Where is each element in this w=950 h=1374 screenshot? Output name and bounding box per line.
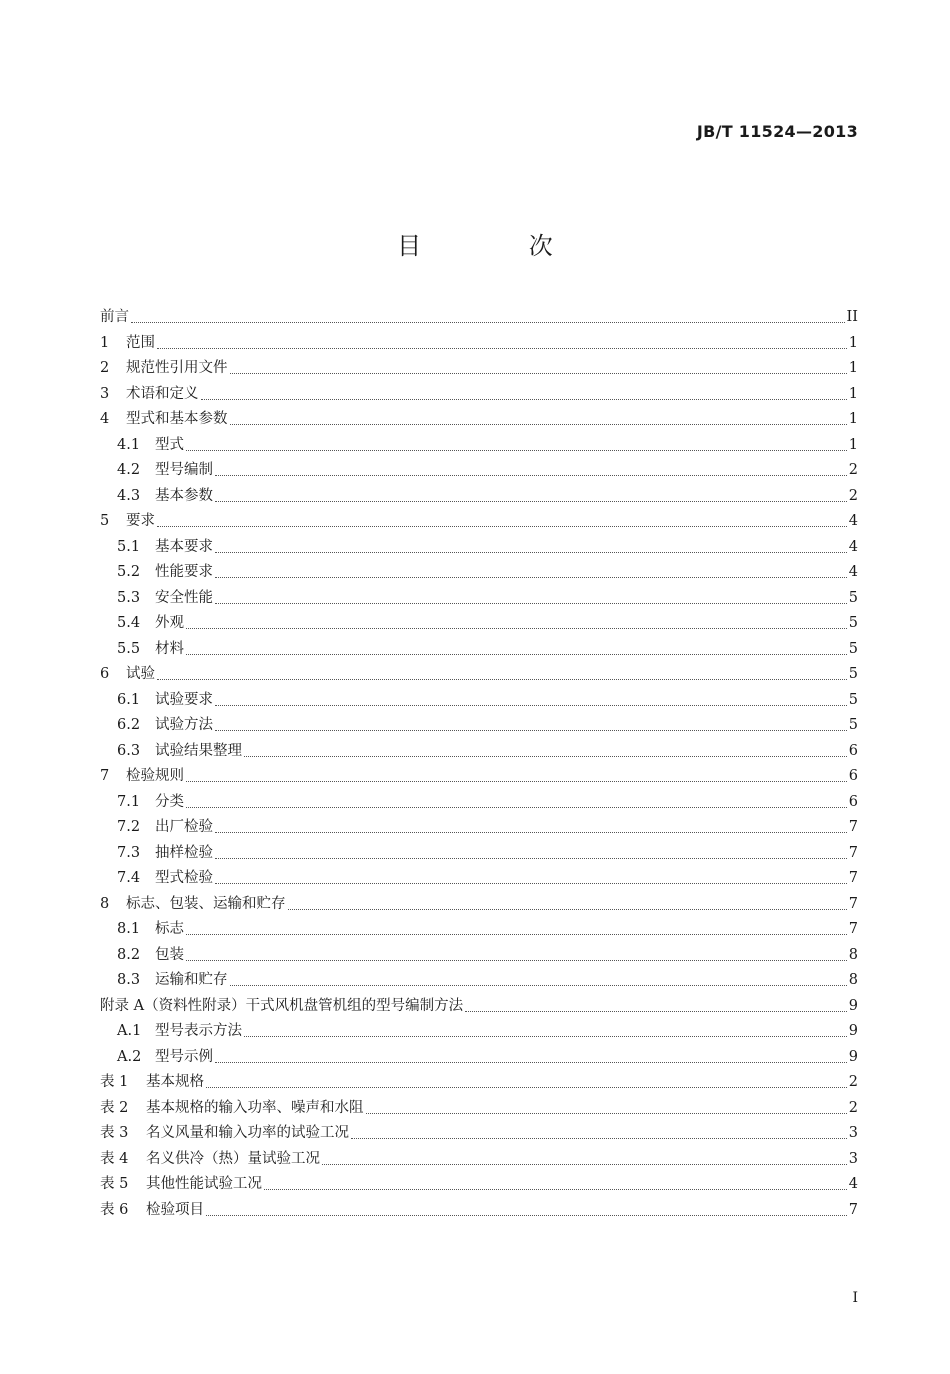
toc-entry[interactable] bbox=[100, 892, 858, 918]
toc-leader-dots bbox=[157, 526, 847, 527]
toc-entry-page: 5 bbox=[848, 666, 858, 682]
toc-entry[interactable] bbox=[100, 841, 858, 867]
toc-entry[interactable] bbox=[100, 917, 858, 943]
toc-entry-title: 型号表示方法 bbox=[155, 1023, 242, 1039]
toc-entry-number: A.1 bbox=[117, 1023, 142, 1039]
toc-leader-dots bbox=[244, 1036, 847, 1037]
toc-entry[interactable] bbox=[100, 688, 858, 714]
toc-entry-page: 5 bbox=[848, 640, 858, 657]
toc-entry[interactable] bbox=[100, 535, 858, 561]
toc-leader-dots bbox=[215, 858, 847, 859]
toc-leader-dots bbox=[244, 756, 847, 757]
toc-entry-number: 6.2 bbox=[117, 717, 141, 733]
toc-entry[interactable] bbox=[100, 1045, 858, 1071]
toc-entry[interactable] bbox=[100, 611, 858, 637]
toc-leader-dots bbox=[465, 1011, 847, 1012]
toc-entry-title: 试验方法 bbox=[155, 717, 213, 733]
toc-entry-title: 型式检验 bbox=[155, 870, 213, 886]
toc-entry-page: 7 bbox=[848, 895, 858, 912]
toc-leader-dots bbox=[215, 603, 847, 604]
toc-entry-number: A.2 bbox=[117, 1048, 142, 1065]
toc-entry[interactable] bbox=[100, 764, 858, 790]
page-number: I bbox=[852, 1290, 858, 1306]
toc-entry-page: 7 bbox=[848, 921, 858, 937]
toc-entry-title: 名义供冷（热）量试验工况 bbox=[146, 1150, 320, 1167]
toc-leader-dots bbox=[186, 450, 847, 451]
toc-entry-number: 5.3 bbox=[117, 589, 141, 606]
toc-entry[interactable] bbox=[100, 739, 858, 765]
toc-entry-page: 4 bbox=[848, 1176, 858, 1192]
toc-entry[interactable] bbox=[100, 968, 858, 994]
toc-entry[interactable] bbox=[100, 943, 858, 969]
toc-entry[interactable] bbox=[100, 790, 858, 816]
toc-entry-page: 2 bbox=[848, 487, 858, 504]
toc-leader-dots bbox=[215, 832, 847, 833]
toc-entry-number: 8 bbox=[100, 895, 110, 912]
toc-entry-page: 7 bbox=[848, 819, 858, 835]
toc-entry-number: 1 bbox=[100, 334, 110, 351]
toc-leader-dots bbox=[206, 1215, 847, 1216]
toc-entry[interactable] bbox=[100, 662, 858, 688]
toc-entry-page: 5 bbox=[848, 717, 858, 733]
toc-entry-page: 1 bbox=[848, 334, 858, 351]
toc-entry-number: 5.4 bbox=[117, 615, 141, 631]
toc-leader-dots bbox=[186, 781, 847, 782]
toc-entry[interactable] bbox=[100, 509, 858, 535]
toc-entry-page: 5 bbox=[848, 589, 858, 606]
toc-entry[interactable] bbox=[100, 586, 858, 612]
toc-leader-dots bbox=[215, 1062, 847, 1063]
toc-entry-title: 运输和贮存 bbox=[155, 972, 228, 988]
toc-entry-title: 型号示例 bbox=[155, 1048, 213, 1065]
toc-entry-title: 检验项目 bbox=[146, 1201, 204, 1218]
toc-entry-title: 标志、包装、运输和贮存 bbox=[126, 895, 286, 912]
toc-entry[interactable] bbox=[100, 560, 858, 586]
toc-entry-page: 7 bbox=[848, 870, 858, 886]
toc-entry-page: 6 bbox=[848, 768, 858, 784]
toc-entry-page: 2 bbox=[848, 462, 858, 478]
toc-entry-number: 8.3 bbox=[117, 972, 141, 988]
standard-code: JB/T 11524—2013 bbox=[696, 122, 858, 141]
toc-entry-number: 表 4 bbox=[100, 1150, 129, 1167]
toc-leader-dots bbox=[206, 1087, 847, 1088]
toc-entry-title: 分类 bbox=[155, 793, 184, 810]
toc-entry-number: 2 bbox=[100, 360, 110, 376]
toc-leader-dots bbox=[186, 628, 847, 629]
toc-leader-dots bbox=[186, 807, 847, 808]
toc-entry-number: 7 bbox=[100, 768, 110, 784]
toc-leader-dots bbox=[230, 373, 847, 374]
toc-entry-title: 规范性引用文件 bbox=[126, 360, 228, 376]
toc-entry-title: 材料 bbox=[155, 640, 184, 657]
toc-entry-title: 基本参数 bbox=[155, 487, 213, 504]
toc-entry-page: 1 bbox=[848, 436, 858, 453]
toc-entry-title: 外观 bbox=[155, 615, 184, 631]
toc-entry-title: 术语和定义 bbox=[126, 385, 199, 402]
toc-entry-page: 1 bbox=[848, 411, 858, 427]
toc-entry-page: 9 bbox=[848, 997, 858, 1014]
toc-entry[interactable] bbox=[100, 1019, 858, 1045]
toc-entry-number: 6 bbox=[100, 666, 110, 682]
toc-entry-number: 7.4 bbox=[117, 870, 141, 886]
toc-entry-page: 4 bbox=[848, 538, 858, 555]
toc-entry-title: 名义风量和输入功率的试验工况 bbox=[146, 1125, 349, 1141]
toc-entry-page: II bbox=[846, 309, 858, 325]
toc-entry-number: 5.1 bbox=[117, 538, 141, 555]
toc-entry-number: 5 bbox=[100, 513, 110, 529]
toc-entry-number: 表 1 bbox=[100, 1074, 129, 1090]
toc-leader-dots bbox=[186, 960, 847, 961]
page-title: 目 次 bbox=[397, 232, 603, 260]
toc-leader-dots bbox=[264, 1189, 847, 1190]
toc-entry[interactable] bbox=[100, 1121, 858, 1147]
toc-entry[interactable] bbox=[100, 356, 858, 382]
toc-entry-title: 型式 bbox=[155, 436, 184, 453]
toc-entry-number: 表 3 bbox=[100, 1125, 129, 1141]
table-of-contents bbox=[100, 305, 858, 1223]
toc-entry-page: 5 bbox=[848, 691, 858, 708]
toc-entry-title: 标志 bbox=[155, 921, 184, 937]
toc-entry-number: 5.2 bbox=[117, 564, 141, 580]
toc-leader-dots bbox=[322, 1164, 847, 1165]
toc-entry[interactable] bbox=[100, 713, 858, 739]
toc-leader-dots bbox=[157, 679, 847, 680]
toc-entry[interactable] bbox=[100, 331, 858, 357]
toc-entry-number: 7.2 bbox=[117, 819, 141, 835]
toc-entry[interactable] bbox=[100, 1096, 858, 1122]
toc-entry[interactable] bbox=[100, 407, 858, 433]
toc-entry-title: 试验要求 bbox=[155, 691, 213, 708]
toc-entry-page: 6 bbox=[848, 742, 858, 759]
toc-entry-title: 性能要求 bbox=[155, 564, 213, 580]
toc-entry-title: 包装 bbox=[155, 946, 184, 963]
toc-entry[interactable] bbox=[100, 866, 858, 892]
toc-leader-dots bbox=[215, 475, 847, 476]
toc-entry-title: 型号编制 bbox=[155, 462, 213, 478]
toc-entry-page: 4 bbox=[848, 513, 858, 529]
toc-entry-number: 5.5 bbox=[117, 640, 141, 657]
toc-entry[interactable] bbox=[100, 382, 858, 408]
toc-entry[interactable] bbox=[100, 637, 858, 663]
toc-entry-page: 9 bbox=[848, 1048, 858, 1065]
toc-entry-number: 4.2 bbox=[117, 462, 141, 478]
toc-entry-title: 范围 bbox=[126, 334, 155, 351]
toc-entry-title: 型式和基本参数 bbox=[126, 411, 228, 427]
toc-entry-title: 基本要求 bbox=[155, 538, 213, 555]
toc-entry-page: 2 bbox=[848, 1099, 858, 1116]
toc-entry-number: 7.3 bbox=[117, 844, 141, 861]
toc-entry-number: 表 6 bbox=[100, 1201, 129, 1218]
toc-entry-page: 7 bbox=[848, 1201, 858, 1218]
toc-entry[interactable] bbox=[100, 1198, 858, 1224]
toc-entry-title: 基本规格 bbox=[146, 1074, 204, 1090]
toc-entry[interactable] bbox=[100, 433, 858, 459]
toc-entry-title: 基本规格的输入功率、噪声和水阻 bbox=[146, 1099, 364, 1116]
toc-entry[interactable] bbox=[100, 305, 858, 331]
toc-entry[interactable] bbox=[100, 994, 858, 1020]
toc-entry-number: 3 bbox=[100, 385, 110, 402]
toc-entry-title: 试验结果整理 bbox=[155, 742, 242, 759]
toc-entry-title: 抽样检验 bbox=[155, 844, 213, 861]
toc-entry[interactable] bbox=[100, 1070, 858, 1096]
toc-leader-dots bbox=[215, 552, 847, 553]
toc-entry-number: 8.2 bbox=[117, 946, 141, 963]
toc-entry[interactable] bbox=[100, 484, 858, 510]
toc-entry-number: 表 2 bbox=[100, 1099, 129, 1116]
toc-entry-number: 4.1 bbox=[117, 436, 141, 453]
toc-leader-dots bbox=[215, 577, 847, 578]
toc-entry-title: 出厂检验 bbox=[155, 819, 213, 835]
toc-entry-page: 2 bbox=[848, 1074, 858, 1090]
toc-entry-page: 4 bbox=[848, 564, 858, 580]
toc-leader-dots bbox=[157, 348, 847, 349]
toc-entry-number: 4.3 bbox=[117, 487, 141, 504]
toc-leader-dots bbox=[131, 322, 845, 323]
toc-leader-dots bbox=[186, 654, 847, 655]
toc-entry-page: 5 bbox=[848, 615, 858, 631]
toc-entry-page: 8 bbox=[848, 946, 858, 963]
toc-leader-dots bbox=[215, 883, 847, 884]
toc-entry-title: 检验规则 bbox=[126, 768, 184, 784]
toc-entry-page: 6 bbox=[848, 793, 858, 810]
toc-entry-page: 3 bbox=[848, 1150, 858, 1167]
toc-entry-page: 1 bbox=[848, 360, 858, 376]
toc-leader-dots bbox=[186, 934, 847, 935]
toc-leader-dots bbox=[201, 399, 847, 400]
toc-leader-dots bbox=[230, 424, 847, 425]
toc-entry-number: 表 5 bbox=[100, 1176, 129, 1192]
toc-entry-number: 7.1 bbox=[117, 793, 141, 810]
toc-entry-page: 7 bbox=[848, 844, 858, 861]
toc-entry-number: 8.1 bbox=[117, 921, 141, 937]
toc-leader-dots bbox=[215, 501, 847, 502]
toc-entry-number: 6.3 bbox=[117, 742, 141, 759]
toc-entry-title: 要求 bbox=[126, 513, 155, 529]
toc-leader-dots bbox=[351, 1138, 847, 1139]
toc-entry[interactable] bbox=[100, 1147, 858, 1173]
toc-entry-page: 9 bbox=[848, 1023, 858, 1039]
toc-entry[interactable] bbox=[100, 815, 858, 841]
toc-entry-title: 附录 A（资料性附录）干式风机盘管机组的型号编制方法 bbox=[100, 997, 464, 1014]
toc-entry-title: 安全性能 bbox=[155, 589, 213, 606]
toc-entry-number: 6.1 bbox=[117, 691, 141, 708]
toc-leader-dots bbox=[215, 705, 847, 706]
toc-entry-title: 其他性能试验工况 bbox=[146, 1176, 262, 1192]
toc-entry-page: 1 bbox=[848, 385, 858, 402]
toc-entry-number: 4 bbox=[100, 411, 110, 427]
toc-leader-dots bbox=[230, 985, 847, 986]
toc-leader-dots bbox=[366, 1113, 847, 1114]
toc-entry-title: 前言 bbox=[100, 309, 129, 325]
toc-leader-dots bbox=[288, 909, 847, 910]
toc-entry[interactable] bbox=[100, 1172, 858, 1198]
toc-entry-page: 8 bbox=[848, 972, 858, 988]
toc-entry-title: 试验 bbox=[126, 666, 155, 682]
toc-entry[interactable] bbox=[100, 458, 858, 484]
toc-leader-dots bbox=[215, 730, 847, 731]
toc-entry-page: 3 bbox=[848, 1125, 858, 1141]
